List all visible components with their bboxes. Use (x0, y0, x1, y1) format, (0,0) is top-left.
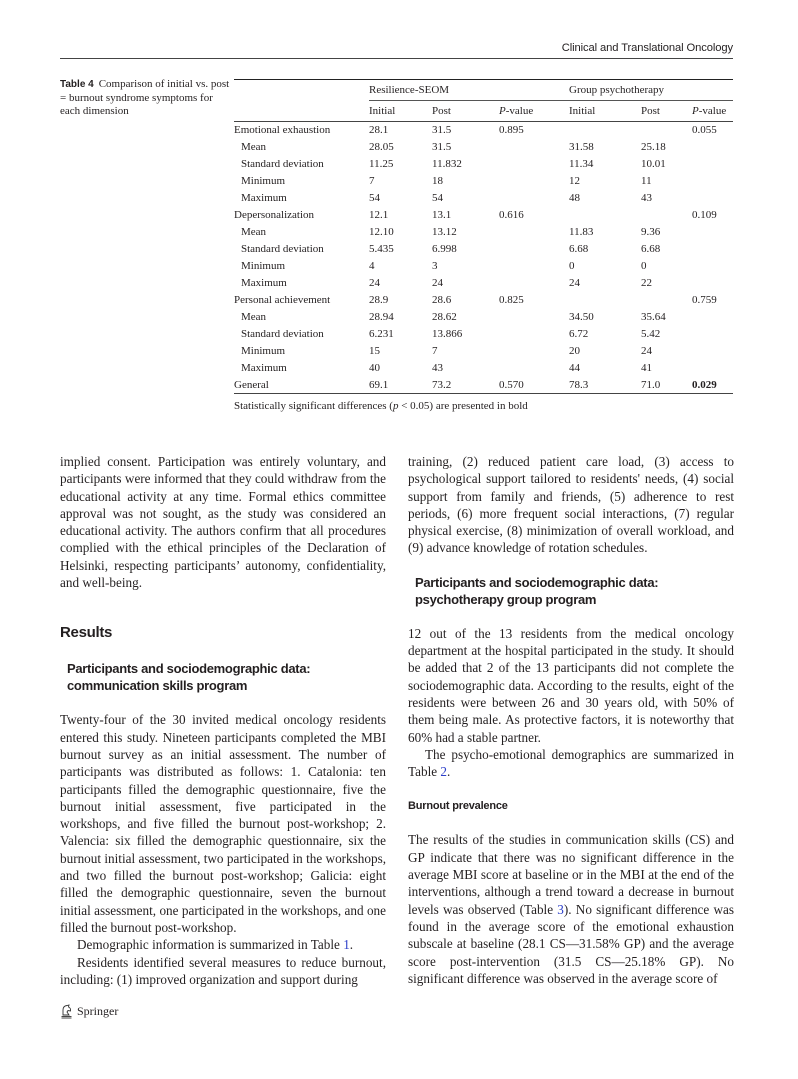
row-label: Emotional exhaustion (234, 124, 331, 137)
cell-g-p (692, 241, 733, 258)
cell-r-post: 54 (432, 192, 443, 204)
cell-g-p: 0.029 (692, 377, 733, 394)
table-row (234, 156, 733, 173)
table-row (234, 343, 733, 360)
header-blank (234, 101, 369, 122)
header-p-value: P-value (692, 101, 733, 122)
cell-g-p (692, 190, 733, 207)
table-row (234, 241, 733, 258)
data-table (234, 79, 733, 394)
paragraph-measures: Residents identified several measures to reduce burnout, including: (1) improved organization and support during (60, 954, 386, 987)
cell-g-initial (569, 207, 641, 224)
page-footer (60, 1004, 118, 1019)
cell-r-post: 11.832 (432, 158, 462, 170)
row-label: Standard deviation (241, 158, 324, 170)
cell-g-p (692, 173, 733, 190)
cell-g-post: 35.64 (641, 311, 666, 323)
cell-r-p: 0.825 (499, 294, 524, 306)
cell-r-p (499, 190, 569, 207)
cell-r-initial: 28.1 (369, 124, 389, 137)
cell-g-post: 9.36 (641, 226, 661, 238)
cell-r-p (499, 139, 569, 156)
cell-r-post: 13.1 (432, 209, 452, 221)
journal-title: Clinical and Translational Oncology (561, 42, 733, 54)
cell-r-p (499, 343, 569, 360)
paragraph-burnout-prevalence: The results of the studies in communication skills (CS) and GP indicate that there was no significant difference in the average MBI score at baseline or in the MBI at the end of the interventions, although a trend toward a decrease in burnout levels was observed (Table 3). No significant difference was found in the average score of the emotional exhaustion subscale at baseline (28.1 CS—31.58% GP) and the average score post-intervention (31.5 CS—25.18% GP). No significant difference was observed in the average score of (408, 832, 734, 986)
section-heading-results: Results (60, 624, 113, 642)
cell-g-initial: 6.68 (569, 243, 589, 255)
cell-r-initial: 4 (369, 260, 375, 272)
cell-r-initial: 40 (369, 362, 380, 374)
cell-r-initial: 28.05 (369, 141, 394, 153)
cell-r-p (499, 241, 569, 258)
cell-g-post: 41 (641, 362, 652, 374)
table-label: Table 4 (60, 79, 94, 90)
cell-g-initial: 11.83 (569, 226, 594, 238)
cell-r-post: 31.5 (432, 124, 452, 137)
cell-g-post: 5.42 (641, 328, 661, 340)
sub-header-row (234, 101, 733, 122)
paragraph-psycho-emotional: The psycho-emotional demographics are summarized in Table 2. (408, 746, 734, 780)
cell-r-initial: 12.10 (369, 226, 394, 238)
cell-r-p (499, 309, 569, 326)
cell-g-post: 6.68 (641, 243, 661, 255)
header-post: Post (641, 101, 692, 122)
cell-g-p: 0.055 (692, 124, 717, 137)
table-caption (60, 78, 230, 119)
header-post: Post (432, 101, 499, 122)
cell-r-p: 0.570 (499, 377, 569, 394)
row-label: Personal achievement (234, 294, 331, 306)
cell-r-initial: 12.1 (369, 209, 389, 221)
cell-r-p (499, 173, 569, 190)
cell-r-initial: 6.231 (369, 328, 394, 340)
subsection-heading-gp: Participants and sociodemographic data: psychotherapy group program (415, 574, 659, 607)
cell-g-post (641, 292, 692, 309)
cell-g-p (692, 224, 733, 241)
cell-r-post: 73.2 (432, 377, 499, 394)
cell-r-p (499, 275, 569, 292)
table-3-link[interactable]: 3 (557, 901, 564, 917)
row-label: General (234, 377, 369, 394)
cell-r-initial: 5.435 (369, 243, 394, 255)
cell-g-initial (569, 292, 641, 309)
cell-r-post: 7 (432, 345, 438, 357)
cell-g-p (692, 275, 733, 292)
table-4 (234, 79, 733, 412)
cell-r-post: 6.998 (432, 243, 457, 255)
paragraph-measures-cont: training, (2) reduced patient care load, (3) access to psychological support tailored to residents' needs, (4) social support from family and friends, (5) adherence to rest periods, (6) more frequent social interactions, (7) regular physical exercise, (8) minimization of overall workload, and (9) advance knowledge of rotation schedules. (408, 454, 734, 556)
table-row (234, 224, 733, 241)
cell-g-initial: 0 (569, 260, 575, 272)
table-row (234, 173, 733, 190)
header-initial: Initial (569, 101, 641, 122)
cell-r-initial: 54 (369, 192, 380, 204)
row-label: Maximum (241, 362, 287, 374)
cell-g-post: 22 (641, 277, 652, 289)
header-blank (234, 80, 369, 101)
paragraph-ethics: implied consent. Participation was entirely voluntary, and participants were informed that they could withdraw from the educational activity at any time. Formal ethics committee approval was not sought, as the study was considered an educational activity. The authors confirm that all procedures complied with the ethical principles of the Declaration of Helsinki, respecting participants’ autonomy, confidentiality, and well-being. (60, 454, 386, 591)
cell-r-initial: 11.25 (369, 158, 394, 170)
table-row (234, 309, 733, 326)
cell-r-initial: 69.1 (369, 377, 432, 394)
subsubsection-heading-burnout: Burnout prevalence (408, 800, 508, 813)
cell-r-post: 28.62 (432, 311, 457, 323)
row-label: Mean (241, 311, 267, 323)
cell-g-post: 10.01 (641, 158, 666, 170)
row-label: Depersonalization (234, 209, 315, 221)
cell-g-initial: 44 (569, 362, 580, 374)
header-p-value: P-value (499, 101, 569, 122)
group-header-resilience: Resilience-SEOM (369, 80, 569, 101)
table-2-link[interactable]: 2 (440, 764, 447, 780)
cell-r-post: 31.5 (432, 141, 452, 153)
row-label: Minimum (241, 345, 286, 357)
cell-g-initial: 20 (569, 345, 580, 357)
cell-g-p (692, 156, 733, 173)
row-label: Standard deviation (241, 328, 324, 340)
table-footnote: Statistically significant differences (p < 0.05) are presented in bold (234, 400, 528, 412)
cell-g-post: 43 (641, 192, 652, 204)
table-body (234, 122, 733, 394)
cell-g-initial: 34.50 (569, 311, 594, 323)
cell-g-initial (569, 122, 641, 139)
cell-g-post: 0 (641, 260, 647, 272)
group-header-row (234, 80, 733, 101)
cell-r-initial: 28.94 (369, 311, 394, 323)
cell-g-initial: 12 (569, 175, 580, 187)
cell-r-post: 28.6 (432, 294, 452, 306)
cell-r-p (499, 360, 569, 377)
table-row (234, 275, 733, 292)
cell-r-post: 43 (432, 362, 443, 374)
cell-r-initial: 28.9 (369, 294, 389, 306)
cell-r-p (499, 258, 569, 275)
cell-r-p (499, 326, 569, 343)
cell-g-initial: 11.34 (569, 158, 594, 170)
table-row (234, 207, 733, 224)
cell-r-initial: 7 (369, 175, 375, 187)
cell-g-post (641, 122, 692, 139)
cell-g-p (692, 326, 733, 343)
right-column (408, 453, 734, 987)
cell-r-post: 13.866 (432, 328, 463, 340)
cell-g-post (641, 207, 692, 224)
cell-g-post: 71.0 (641, 377, 692, 394)
cell-g-initial: 78.3 (569, 377, 641, 394)
publisher-name: Springer (77, 1004, 119, 1018)
table-row (234, 377, 733, 394)
row-label: Minimum (241, 175, 286, 187)
header-initial: Initial (369, 101, 432, 122)
paragraph-demographics: Demographic information is summarized in Table 1. (77, 937, 354, 953)
cell-r-p (499, 156, 569, 173)
table-row (234, 190, 733, 207)
row-label: Standard deviation (241, 243, 324, 255)
cell-g-post: 25.18 (641, 141, 666, 153)
cell-g-p: 0.759 (692, 294, 717, 306)
cell-g-p (692, 139, 733, 156)
cell-g-initial: 24 (569, 277, 580, 289)
table-row (234, 258, 733, 275)
cell-g-initial: 6.72 (569, 328, 589, 340)
cell-g-initial: 48 (569, 192, 580, 204)
row-label: Mean (241, 141, 267, 153)
running-head (60, 42, 733, 59)
table-row (234, 292, 733, 309)
cell-g-post: 24 (641, 345, 652, 357)
cell-r-post: 24 (432, 277, 443, 289)
row-label: Minimum (241, 260, 286, 272)
cell-g-p: 0.109 (692, 209, 717, 221)
springer-horse-icon (60, 1004, 73, 1019)
row-label: Maximum (241, 277, 287, 289)
table-1-link[interactable]: 1 (343, 937, 350, 953)
cell-g-p (692, 309, 733, 326)
cell-g-p (692, 258, 733, 275)
cell-r-post: 13.12 (432, 226, 457, 238)
cell-r-post: 18 (432, 175, 443, 187)
paragraph-cs-participants: Twenty-four of the 30 invited medical oncology residents entered this study. Nineteen participants completed the MBI burnout survey as an initial assessment. The number of participants was distributed as follows: 1. Catalonia: ten participants filled the demographic questionnaire, five the burnout initial assessment, five participated in the workshops, and five filled the burnout post-workshop; 2. Valencia: six filled the demographic questionnaire, six the burnout initial assessment, two participated in the workshops, and two filled the burnout post-workshop; Galicia: eight filled the demographic questionnaire, seven the burnout initial assessment, one participated in the workshops, and one filled the burnout post-workshop. (60, 712, 386, 935)
cell-r-p (499, 224, 569, 241)
cell-g-p (692, 360, 733, 377)
cell-r-p: 0.895 (499, 124, 524, 137)
cell-g-p (692, 343, 733, 360)
cell-g-initial: 31.58 (569, 141, 594, 153)
left-column (60, 453, 386, 988)
group-header-psychotherapy: Group psychotherapy (569, 80, 733, 101)
cell-r-p: 0.616 (499, 209, 524, 221)
subsection-heading-cs: Participants and sociodemographic data: communication skills program (67, 661, 311, 694)
row-label: Maximum (241, 192, 287, 204)
table-caption-text: Comparison of initial vs. post = burnout syndrome symptoms for each dimension (60, 78, 230, 117)
table-row (234, 139, 733, 156)
table-row (234, 122, 733, 139)
paragraph-gp-participants: 12 out of the 13 residents from the medical oncology department at the hospital participated in the study. It should be added that 2 of the 13 participants did not complete the sociodemographic data. According to the results, eight of the residents were between 26 and 30 years old, with 50% of them being male. As protective factors, it is noteworthy that 60% had a stable partner. (408, 625, 734, 745)
cell-g-post: 11 (641, 175, 652, 187)
table-row (234, 360, 733, 377)
cell-r-initial: 24 (369, 277, 380, 289)
cell-r-post: 3 (432, 260, 438, 272)
cell-r-initial: 15 (369, 345, 380, 357)
row-label: Mean (241, 226, 267, 238)
table-row (234, 326, 733, 343)
